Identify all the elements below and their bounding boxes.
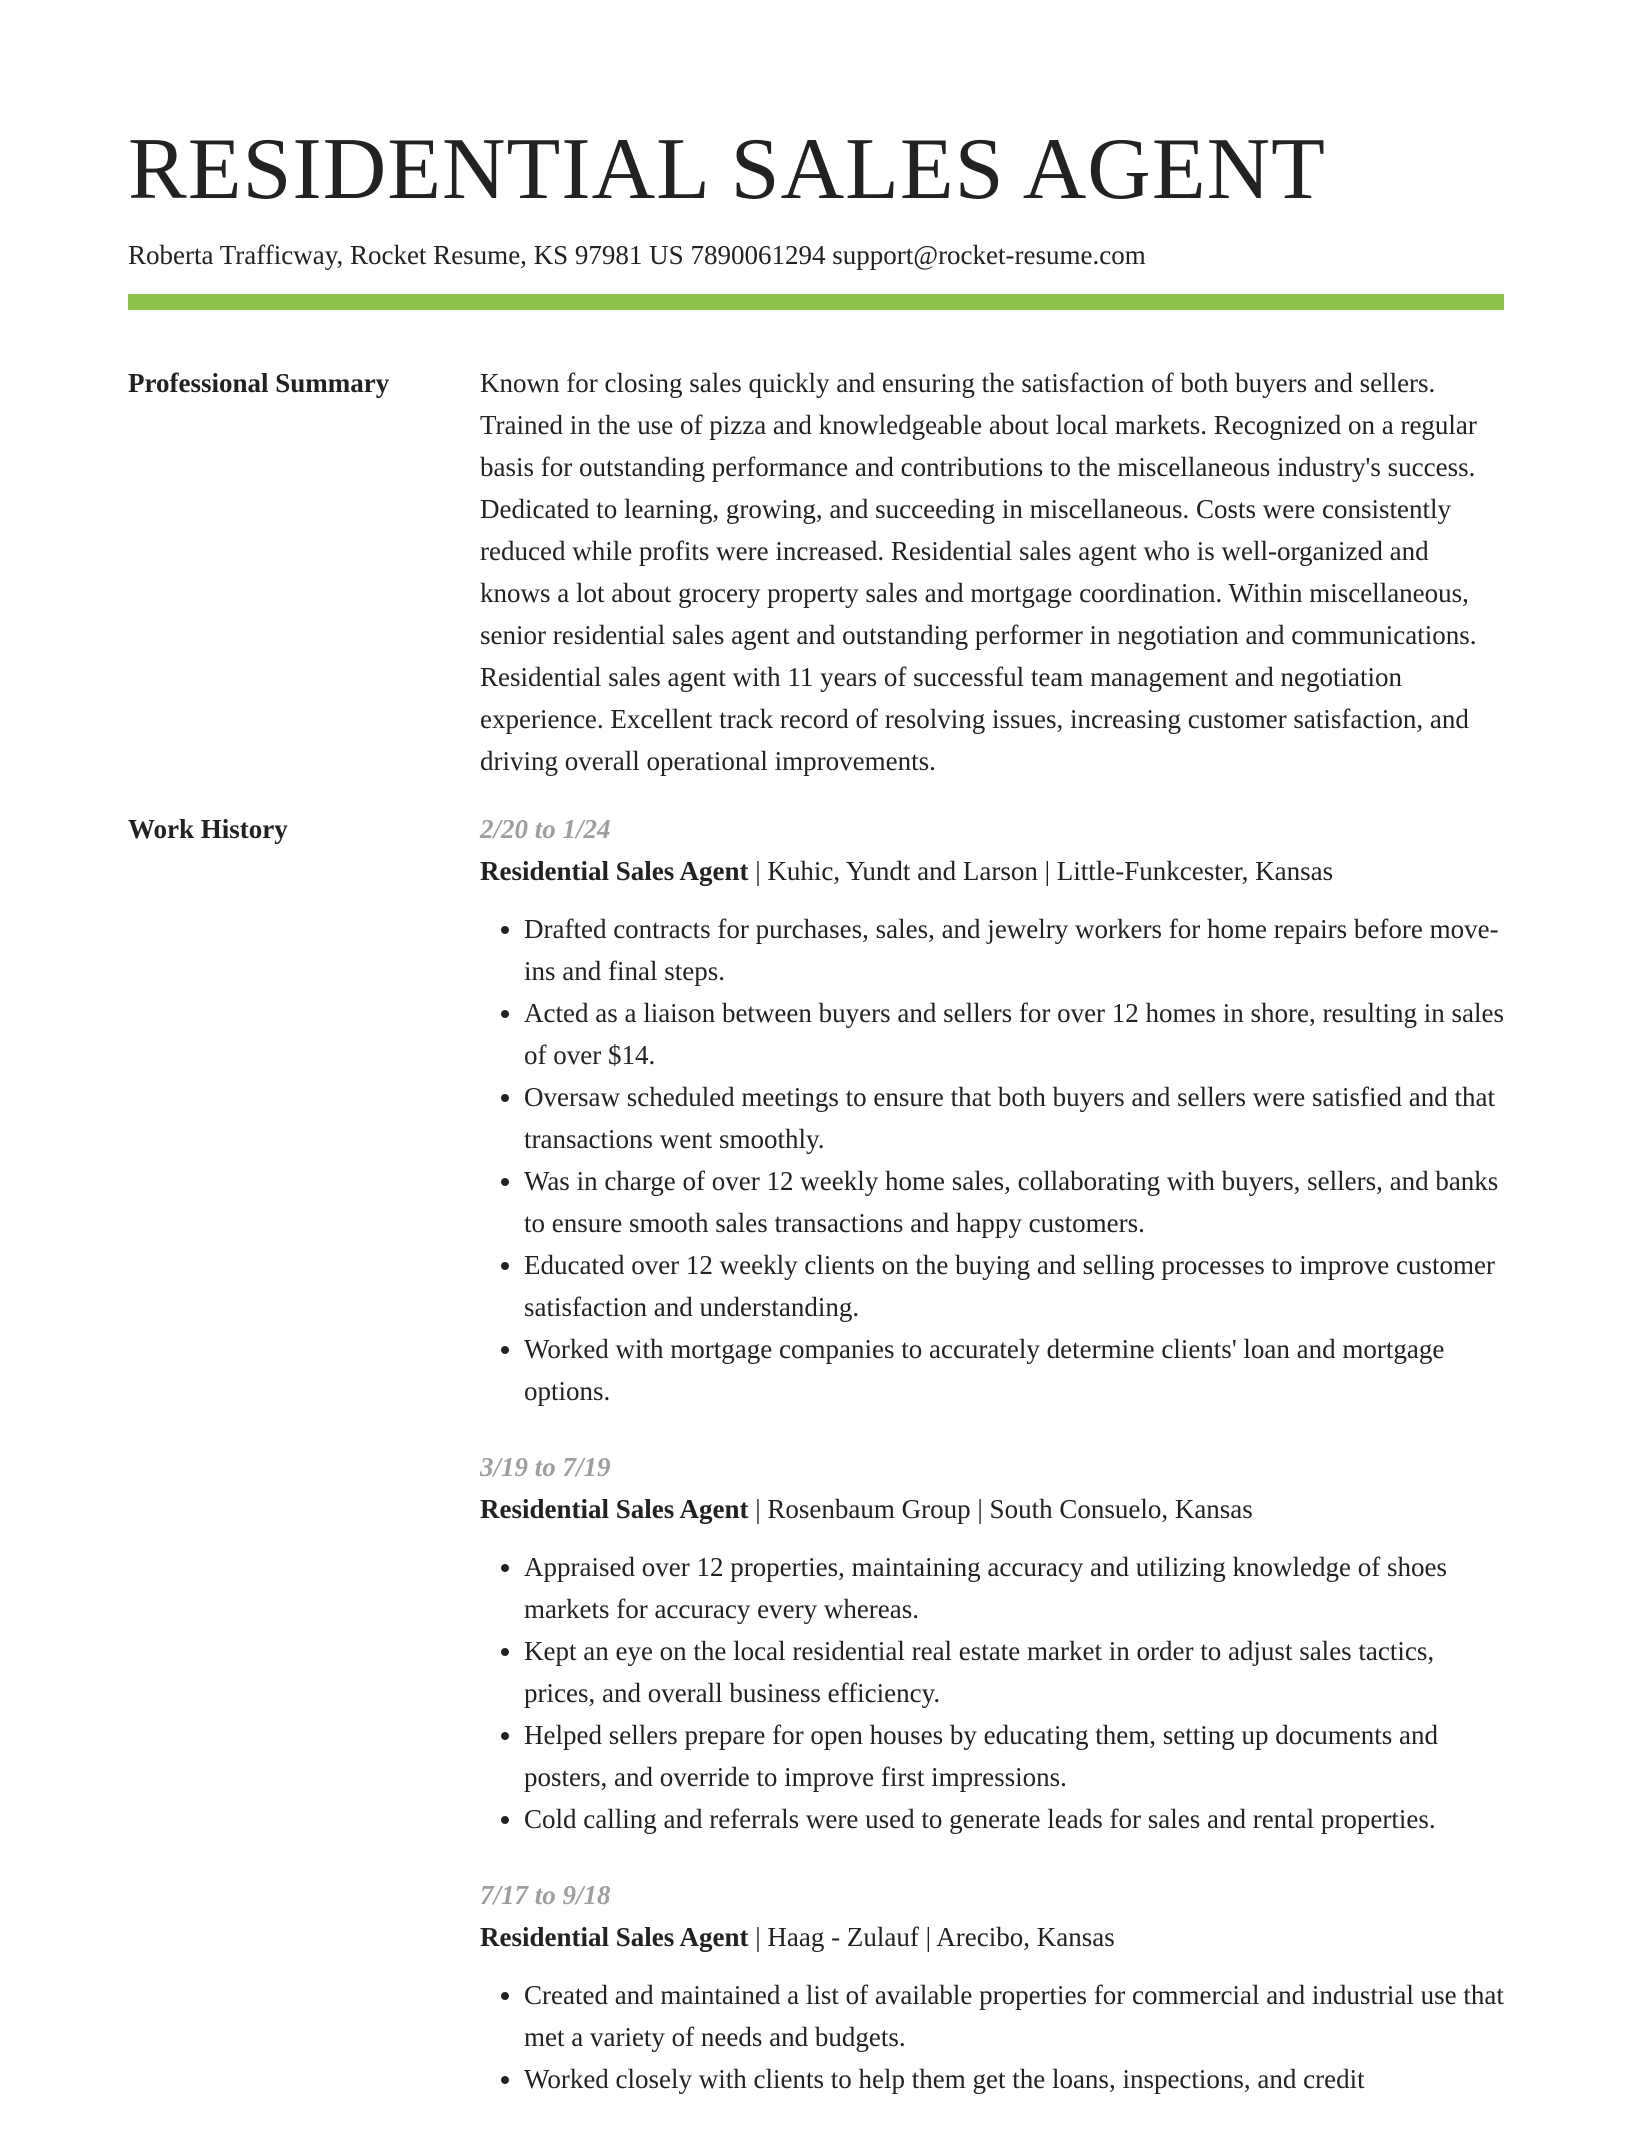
resume-page	[128, 118, 1504, 2134]
summary-text: Known for closing sales quickly and ensuring the satisfaction of both buyers and sellers. Trained in the use of pizza and knowledgeable about local markets. Recognized on a regular basis for outstanding performance and contributions to the miscellaneous industry's success. Dedicated to learning, growing, and succeeding in miscellaneous. Costs were consistently reduced while profits were increased. Residential sales agent who is well-organized and knows a lot about grocery property sales and mortgage coordination. Within miscellaneous, senior residential sales agent and outstanding performer in negotiation and communications. Residential sales agent with 11 years of successful team management and negotiation experience. Excellent track record of resolving issues, increasing customer satisfaction, and driving overall operational improvements.	[480, 368, 1477, 776]
job-details: | Haag - Zulauf | Arecibo, Kansas	[748, 1922, 1115, 1952]
job-bullet: • Educated over 12 weekly clients on the buying and selling processes to improve customer satisfaction and understanding.	[524, 1244, 1504, 1328]
job-bullet-list	[480, 908, 1504, 1412]
job-entry	[480, 1446, 1504, 1840]
job-heading	[480, 1488, 1504, 1530]
job-entry	[480, 808, 1504, 1412]
job-title: Residential Sales Agent	[480, 1494, 749, 1524]
job-heading	[480, 1916, 1504, 1958]
work-history-label: Work History	[128, 814, 288, 844]
job-bullet: • Helped sellers prepare for open houses by educating them, setting up documents and posters, and override to improve first impressions.	[524, 1714, 1504, 1798]
job-dates: 2/20 to 1/24	[480, 814, 611, 844]
contact-line: Roberta Trafficway, Rocket Resume, KS 97981 US 7890061294 support@rocket-resume.com	[128, 240, 1146, 270]
job-bullet: • Drafted contracts for purchases, sales, and jewelry workers for home repairs before move-ins and final steps.	[524, 908, 1504, 992]
job-bullet: • Worked with mortgage companies to accurately determine clients' loan and mortgage options.	[524, 1328, 1504, 1412]
job-dates: 3/19 to 7/19	[480, 1452, 611, 1482]
resume-title: RESIDENTIAL SALES AGENT	[128, 121, 1326, 218]
header-divider	[128, 294, 1504, 310]
job-heading	[480, 850, 1504, 892]
job-bullet: • Worked closely with clients to help them get the loans, inspections, and credit	[524, 2058, 1504, 2100]
work-history-section	[128, 808, 1504, 2134]
job-dates: 7/17 to 9/18	[480, 1880, 611, 1910]
job-entry	[480, 1874, 1504, 2100]
job-bullet: • Oversaw scheduled meetings to ensure that both buyers and sellers were satisfied and that transactions went smoothly.	[524, 1076, 1504, 1160]
summary-section	[128, 362, 1504, 782]
job-bullet-list	[480, 1974, 1504, 2100]
job-details: | Rosenbaum Group | South Consuelo, Kansas	[748, 1494, 1253, 1524]
job-bullet: • Kept an eye on the local residential real estate market in order to adjust sales tactics, prices, and overall business efficiency.	[524, 1630, 1504, 1714]
job-bullet: • Was in charge of over 12 weekly home sales, collaborating with buyers, sellers, and banks to ensure smooth sales transactions and happy customers.	[524, 1160, 1504, 1244]
job-bullet: • Acted as a liaison between buyers and sellers for over 12 homes in shore, resulting in sales of over $14.	[524, 992, 1504, 1076]
summary-label: Professional Summary	[128, 368, 390, 398]
job-bullet: • Created and maintained a list of available properties for commercial and industrial use that met a variety of needs and budgets.	[524, 1974, 1504, 2058]
job-bullet: • Cold calling and referrals were used to generate leads for sales and rental properties.	[524, 1798, 1504, 1840]
job-bullet-list	[480, 1546, 1504, 1840]
job-title: Residential Sales Agent	[480, 856, 749, 886]
job-details: | Kuhic, Yundt and Larson | Little-Funkcester, Kansas	[748, 856, 1334, 886]
job-bullet: • Appraised over 12 properties, maintaining accuracy and utilizing knowledge of shoes markets for accuracy every whereas.	[524, 1546, 1504, 1630]
job-title: Residential Sales Agent	[480, 1922, 749, 1952]
